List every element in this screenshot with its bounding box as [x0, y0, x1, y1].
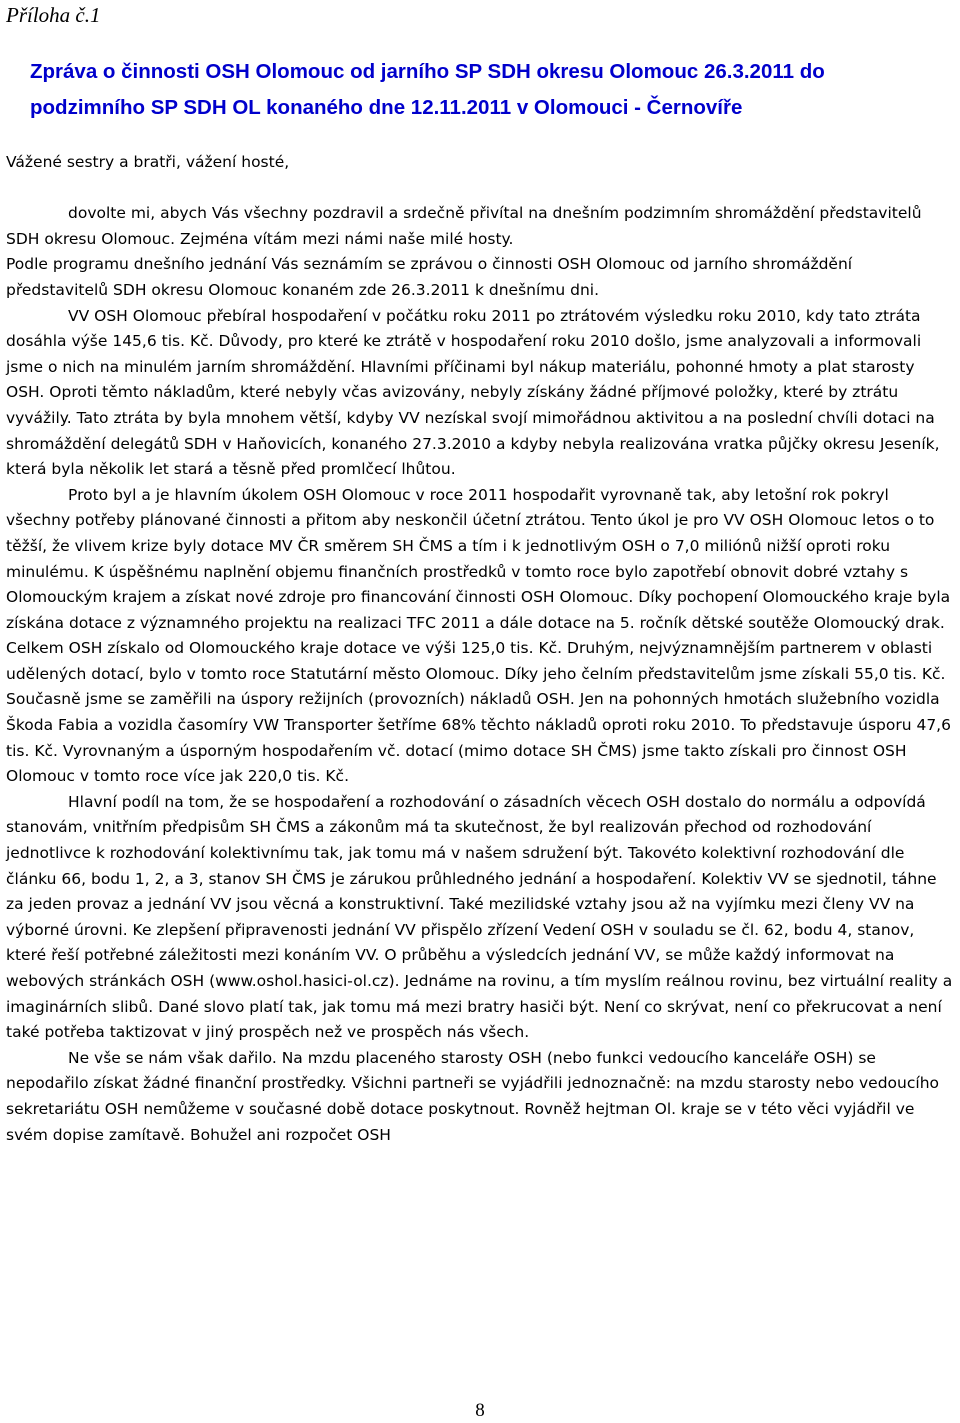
report-title-line-2: podzimního SP SDH OL konaného dne 12.11.2011 v Olomouci - Černovíře: [30, 96, 743, 119]
paragraph-collective-decisions: Hlavní podíl na tom, že se hospodaření a rozhodování o zásadních věcech OSH dostalo do normálu a odpovídá stanovám, vnitřním předpisům SH ČMS a zákonům má ta skutečnost, že byl realizován přechod od rozhodování jednotlivce k rozhodování kolektivnímu tak, jak tomu má v našem sdružení být. Takovéto kolektivní rozhodování dle článku 66, bodu 1, 2, a 3, stanov SH ČMS je zárukou průhledného jednání a hospodaření. Kolektiv VV se sjednotil, táhne za jeden provaz a jednání VV jsou věcná a konstruktivní. Také mezilidské vztahy jsou až na vyjímku mezi členy VV na výborné úrovni. Ke zlepšení připravenosti jednání VV přispělo zřízení Vedení OSH v souladu se čl. 62, bodu 4, stanov, které řeší potřebné záležitosti mezi konáním VV. O průběhu a výsledcích jednání VV, se může každý informovat na webových stránkách OSH (www.oshol.hasici-ol.cz). Jednáme na rovinu, a tím myslím reálnou rovinu, bez virtuální reality a imaginárních slibů. Dané slovo platí tak, jak tomu má mezi bratry hasiči být. Není co skrývat, není co překrucovat a není také potřeba taktizovat v jiný prospěch než ve prospěch nás všech.: [6, 792, 953, 1042]
paragraph-finance-loss: VV OSH Olomouc přebíral hospodaření v počátku roku 2011 po ztrátovém výsledku roku 2010, kdy tato ztráta dosáhla výše 145,6 tis. Kč. Důvody, pro které ke ztrátě v hospodaření roku 2010 došlo, jsme analyzovali a informovali jsme o nich na minulém jarním shromáždění. Hlavními příčinami byl nákup materiálu, pohonné hmoty a plat starosty OSH. Oproti těmto nákladům, které nebyly včas avizovány, nebyly získány žádné příjmové položky, které by ztrátu vyvážily. Tato ztráta by byla mnohem větší, kdyby VV nezískal svojí mimořádnou aktivitou a na poslední chvíli dotaci na shromáždění delegátů SDH v Haňovicích, konaného 27.3.2010 a kdyby nebyla realizována vratka půjčky okresu Jeseník, která byla několik let stará a těsně před promlčecí lhůtou.: [6, 306, 940, 479]
paragraph-balanced-budget: Proto byl a je hlavním úkolem OSH Olomouc v roce 2011 hospodařit vyrovnaně tak, aby letošní rok pokryl všechny potřeby plánované činnosti a přitom aby neskončil účetní ztrátou. Tento úkol je pro VV OSH Olomouc letos o to těžší, že vlivem krize byly dotace MV ČR směrem SH ČMS a tím i k jednotlivým OSH o 7,0 miliónů nižší oproti roku minulému. K úspěšnému naplnění objemu finančních prostředků v tomto roce bylo zapotřebí obnovit dobré vztahy s Olomouckým krajem a získat nové zdroje pro financování činnosti OSH Olomouc. Díky pochopení Olomouckého kraje byla získána dotace z významného projektu na realizaci TFC 2011 a dále dotace na 5. ročník dětské soutěže Olomoucký drak. Celkem OSH získalo od Olomouckého kraje dotace ve výši 125,0 tis. Kč. Druhým, nejvýznamnějším partnerem v oblasti udělených dotací, bylo v tomto roce Statutární město Olomouc. Díky jeho čelním představitelům jsme získali 55,0 tis. Kč. Současně jsme se zaměřili na úspory režijních (provozních) nákladů OSH. Jen na pohonných hmotách služebního vozidla Škoda Fabia a vozidla časomíry VW Transporter šetříme 68% těchto nákladů oproti roku 2010. To představuje úsporu 47,6 tis. Kč. Vyrovnaným a úsporným hospodařením vč. dotací (mimo dotace SH ČMS) jsme takto získali pro činnost OSH Olomouc v tomto roce více jak 220,0 tis. Kč.: [6, 485, 951, 786]
paragraph-greeting: dovolte mi, abych Vás všechny pozdravil a srdečně přivítal na dnešním podzimním shromáždění představitelů SDH okresu Olomouc. Zejména vítám mezi námi naše milé hosty.: [6, 204, 922, 248]
paragraph-setbacks: Ne vše se nám však dařilo. Na mzdu placeného starosty OSH (nebo funkci vedoucího kanceláře OSH) se nepodařilo získat žádné finanční prostředky. Všichni partneři se vyjádřili jednoznačně: na mzdu starosty nebo vedoucího sekretariátu OSH nemůžeme v současné době dotace poskytnout. Rovněž hejtman Ol. kraje se v této věci vyjádřil ve svém dopise zamítavě. Bohužel ani rozpočet OSH: [6, 1048, 939, 1144]
report-body: [6, 150, 956, 1148]
report-title-line-1: Zpráva o činnosti OSH Olomouc od jarního SP SDH okresu Olomouc 26.3.2011 do: [30, 60, 825, 83]
paragraph-program: Podle programu dnešního jednání Vás seznámím se zprávou o činnosti OSH Olomouc od jarního shromáždění představitelů SDH okresu Olomouc konaném zde 26.3.2011 k dnešnímu dni.: [6, 255, 853, 299]
appendix-label: Příloha č.1: [6, 3, 101, 27]
salutation: Vážené sestry a bratři, vážení hosté,: [6, 153, 290, 171]
page-number: 8: [475, 1400, 485, 1421]
report-title: [30, 54, 950, 126]
